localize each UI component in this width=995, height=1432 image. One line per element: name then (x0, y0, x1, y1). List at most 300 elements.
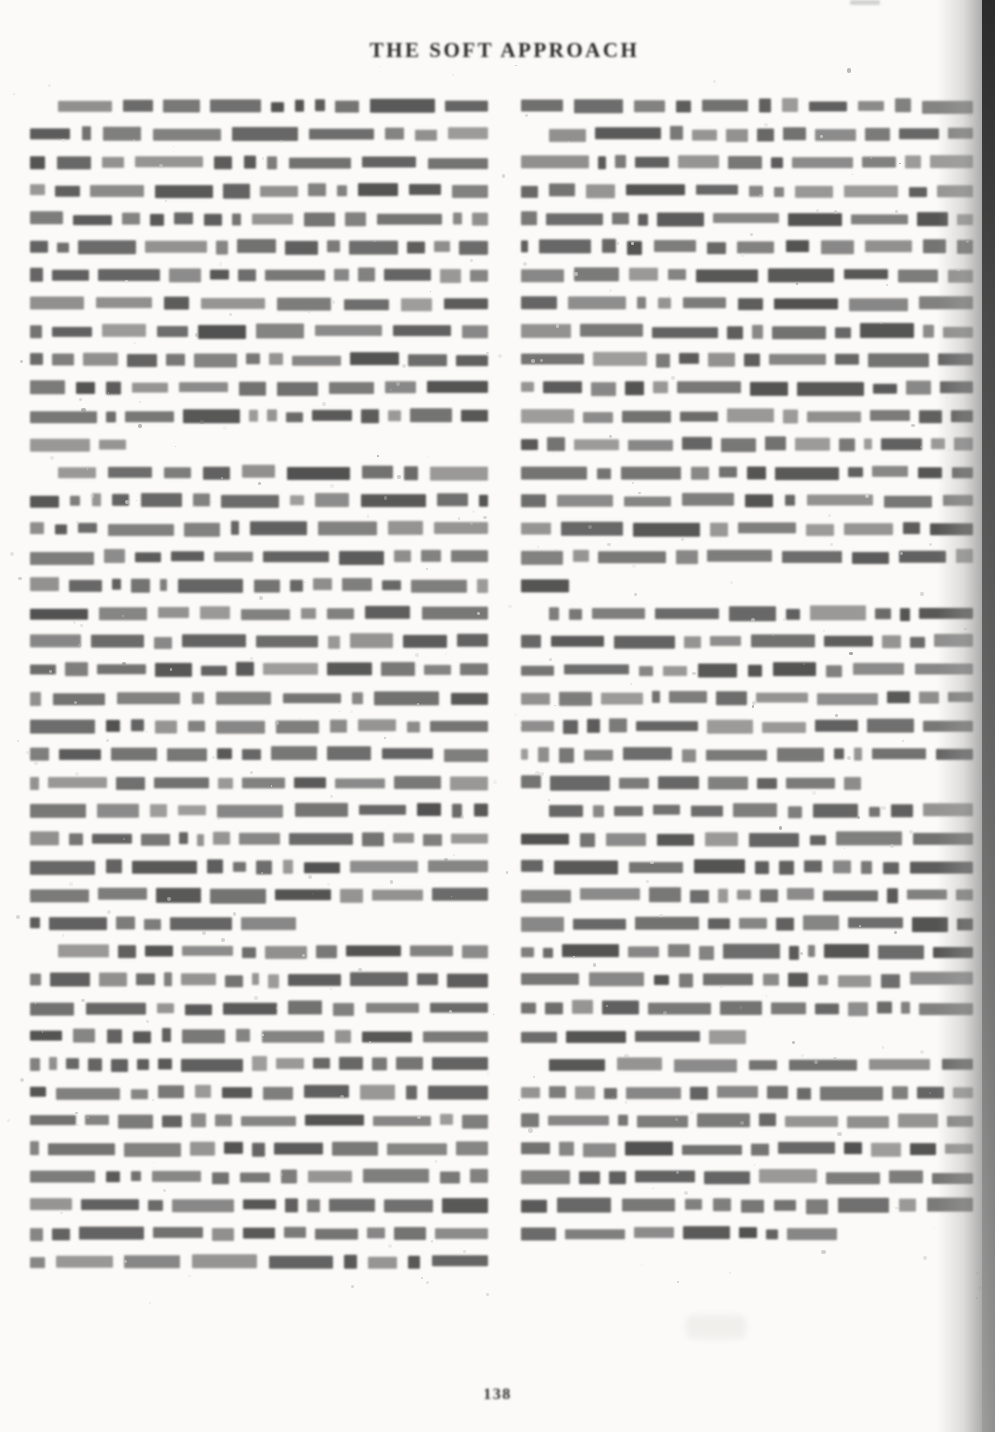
word-blob (803, 916, 839, 930)
noise-speck (486, 352, 488, 354)
word-blob (56, 1256, 112, 1268)
word-blob (637, 1116, 688, 1128)
word-blob (680, 411, 718, 422)
word-blob (373, 1116, 430, 1126)
noise-speck (929, 1092, 931, 1094)
text-line (521, 994, 973, 1022)
word-blob (212, 1173, 229, 1185)
word-blob (340, 889, 363, 903)
word-blob (442, 1198, 488, 1213)
word-blob (583, 412, 613, 423)
word-blob (99, 440, 125, 450)
word-blob (133, 1031, 151, 1043)
word-blob (451, 833, 487, 843)
noise-speck (26, 751, 29, 754)
word-blob (271, 746, 318, 760)
word-blob (363, 1169, 429, 1183)
text-line (30, 1135, 488, 1163)
noise-speck (302, 954, 304, 956)
text-line (30, 515, 488, 543)
word-blob (782, 98, 798, 111)
word-blob (788, 973, 808, 987)
word-blob (403, 635, 447, 648)
noise-speck (792, 1041, 795, 1044)
word-blob (751, 1144, 769, 1155)
word-blob (586, 184, 615, 198)
word-blob (166, 353, 185, 365)
word-blob (679, 353, 700, 364)
word-blob (546, 213, 603, 226)
word-blob (521, 240, 528, 253)
word-blob (358, 183, 399, 196)
word-blob (415, 130, 436, 141)
word-blob (440, 269, 461, 283)
noise-speck (330, 484, 333, 487)
text-line (521, 740, 973, 768)
word-blob (692, 129, 717, 140)
word-blob (304, 862, 340, 873)
noise-speck (77, 1124, 79, 1126)
noise-speck (882, 1046, 885, 1049)
word-blob (30, 1002, 74, 1015)
word-blob (432, 888, 488, 901)
noise-speck (759, 194, 762, 197)
word-blob (242, 778, 286, 789)
word-blob (658, 298, 671, 308)
word-blob (277, 297, 331, 311)
word-blob (456, 355, 488, 366)
word-blob (216, 241, 228, 254)
word-blob (117, 692, 180, 704)
word-blob (682, 749, 695, 762)
word-blob (30, 522, 44, 534)
word-blob (901, 1002, 909, 1013)
noise-speck (42, 1031, 43, 1032)
word-blob (521, 551, 563, 564)
word-blob (102, 324, 146, 338)
word-blob (135, 552, 162, 563)
word-blob (445, 100, 488, 111)
word-blob (521, 775, 541, 788)
noise-speck (681, 538, 684, 541)
word-blob (207, 860, 222, 874)
word-blob (882, 635, 900, 648)
word-blob (575, 1087, 594, 1099)
word-blob (557, 494, 612, 506)
word-blob (652, 691, 660, 703)
noise-speck (217, 817, 220, 820)
text-line (521, 543, 973, 571)
word-blob (428, 158, 488, 170)
word-blob (96, 297, 151, 309)
word-blob (337, 185, 347, 196)
word-blob (748, 665, 762, 677)
word-blob (824, 944, 869, 958)
word-blob (171, 551, 204, 561)
noise-speck (29, 928, 30, 929)
word-blob (604, 1088, 618, 1099)
word-blob (91, 635, 144, 648)
word-blob (776, 918, 795, 931)
word-blob (290, 495, 303, 505)
word-blob (30, 411, 97, 424)
word-blob (854, 748, 862, 761)
noise-speck (280, 1173, 283, 1176)
word-blob (203, 466, 230, 480)
noise-speck (195, 333, 199, 337)
word-blob (417, 973, 439, 985)
word-blob (751, 635, 815, 648)
word-blob (30, 212, 63, 225)
word-blob (549, 608, 559, 620)
noise-speck (713, 80, 716, 83)
text-line (521, 909, 973, 937)
word-blob (771, 1002, 806, 1015)
word-blob (470, 270, 488, 283)
noise-speck (90, 494, 94, 498)
word-blob (785, 1116, 838, 1127)
word-blob (782, 551, 842, 563)
noise-speck (292, 800, 294, 802)
word-blob (909, 187, 927, 197)
text-line (30, 628, 488, 656)
word-blob (30, 495, 59, 507)
word-blob (618, 1115, 628, 1126)
word-blob (232, 127, 297, 141)
word-blob (73, 215, 112, 225)
word-blob (381, 662, 416, 676)
word-blob (30, 552, 94, 565)
text-column-left (30, 92, 488, 1276)
text-line (521, 656, 973, 684)
word-blob (288, 1001, 322, 1015)
noise-speck (663, 1011, 667, 1015)
word-blob (283, 693, 340, 704)
noise-speck (10, 552, 14, 556)
word-blob (670, 126, 683, 140)
word-blob (90, 185, 144, 197)
word-blob (287, 467, 351, 480)
word-blob (826, 1172, 880, 1185)
word-blob (241, 917, 296, 930)
word-blob (795, 437, 829, 451)
text-line (521, 966, 973, 994)
text-line (521, 1135, 973, 1163)
noise-speck (573, 956, 574, 957)
word-blob (521, 186, 538, 198)
word-blob (538, 747, 549, 761)
noise-speck (13, 93, 15, 95)
word-blob (723, 944, 781, 959)
word-blob (394, 550, 411, 562)
word-blob (593, 805, 603, 817)
word-blob (683, 1226, 730, 1239)
noise-speck (76, 521, 78, 523)
word-blob (564, 664, 629, 674)
word-blob (858, 101, 884, 112)
noise-speck (528, 1128, 532, 1132)
word-blob (217, 748, 232, 760)
word-blob (543, 381, 582, 393)
word-blob (474, 804, 488, 817)
word-blob (106, 1171, 120, 1182)
word-blob (30, 747, 49, 761)
noise-speck (221, 938, 225, 942)
word-blob (565, 1229, 625, 1239)
word-blob (285, 241, 318, 256)
word-blob (79, 1227, 145, 1240)
word-blob (30, 128, 70, 139)
word-blob (453, 212, 462, 224)
word-blob (738, 299, 763, 311)
word-blob (676, 100, 692, 113)
word-blob (452, 185, 488, 198)
word-blob (263, 663, 318, 675)
word-blob (377, 214, 442, 225)
word-blob (111, 748, 156, 761)
word-blob (654, 975, 669, 985)
word-blob (30, 1115, 76, 1126)
text-line (521, 120, 973, 148)
word-blob (30, 156, 45, 169)
word-blob (97, 804, 139, 818)
word-blob (295, 803, 348, 817)
word-blob (316, 945, 337, 958)
word-blob (906, 380, 931, 394)
noise-speck (821, 1250, 825, 1254)
word-blob (521, 1032, 557, 1043)
word-blob (132, 382, 168, 393)
word-blob (88, 1058, 102, 1071)
text-line (30, 938, 488, 966)
word-blob (365, 606, 410, 620)
noise-speck (741, 253, 745, 257)
word-blob (327, 240, 339, 253)
word-blob (905, 156, 921, 169)
text-line (521, 148, 973, 176)
noise-speck (62, 934, 65, 937)
word-blob (601, 693, 644, 705)
word-blob (332, 1142, 378, 1155)
word-blob (554, 861, 619, 875)
word-blob (749, 1061, 777, 1071)
word-blob (78, 522, 97, 533)
word-blob (844, 269, 888, 279)
word-blob (451, 692, 488, 705)
noise-speck (772, 634, 774, 636)
word-blob (428, 1085, 488, 1099)
word-blob (775, 467, 838, 480)
word-blob (289, 158, 351, 169)
word-blob (260, 186, 298, 197)
word-blob (30, 381, 65, 394)
noise-speck (415, 665, 417, 667)
word-blob (181, 1059, 243, 1072)
word-blob (684, 636, 701, 648)
word-blob (634, 1227, 674, 1238)
scan-artifact-top-edge (850, 0, 880, 5)
word-blob (30, 917, 40, 929)
word-blob (609, 1171, 626, 1184)
word-blob (393, 325, 452, 336)
noise-speck (153, 1162, 154, 1163)
word-blob (236, 1029, 250, 1042)
noise-speck (766, 995, 767, 996)
word-blob (407, 721, 420, 732)
word-blob (30, 577, 59, 591)
word-blob (786, 609, 800, 620)
word-blob (804, 861, 822, 873)
word-blob (424, 664, 451, 675)
word-blob (185, 1004, 211, 1015)
word-blob (361, 494, 426, 507)
word-blob (30, 439, 90, 452)
word-blob (709, 1030, 746, 1044)
word-blob (329, 1198, 374, 1212)
word-blob (30, 889, 89, 903)
word-blob (367, 1227, 386, 1239)
word-blob (198, 325, 246, 339)
word-blob (456, 1142, 488, 1156)
word-blob (164, 972, 172, 987)
word-blob (394, 1227, 426, 1240)
word-blob (112, 579, 121, 590)
word-blob (663, 666, 687, 676)
noise-speck (659, 914, 663, 918)
word-blob (221, 495, 279, 508)
noise-speck (250, 657, 253, 660)
word-blob (899, 1198, 917, 1212)
noise-speck (122, 662, 126, 666)
word-blob (182, 1030, 225, 1044)
word-blob (923, 325, 933, 338)
word-blob (579, 1171, 600, 1184)
word-blob (869, 806, 881, 816)
noise-speck (139, 401, 141, 403)
word-blob (78, 240, 136, 254)
noise-speck (163, 1189, 166, 1192)
word-blob (210, 889, 266, 904)
word-blob (434, 522, 488, 534)
word-blob (289, 833, 353, 844)
word-blob (131, 1089, 147, 1099)
word-blob (290, 580, 303, 592)
noise-speck (535, 771, 539, 775)
word-blob (328, 636, 340, 649)
word-blob (851, 214, 908, 224)
word-blob (239, 382, 266, 395)
noise-speck (895, 1207, 897, 1209)
word-blob (30, 325, 42, 339)
word-blob (637, 297, 646, 309)
word-blob (865, 240, 912, 253)
word-blob (797, 382, 865, 396)
word-blob (284, 1227, 306, 1239)
word-blob (450, 776, 488, 790)
word-blob (774, 1200, 796, 1210)
word-blob (696, 184, 738, 194)
word-blob (428, 861, 488, 873)
word-blob (462, 325, 488, 338)
word-blob (327, 609, 354, 620)
noise-speck (533, 1076, 534, 1077)
word-blob (315, 1229, 358, 1240)
word-blob (690, 890, 708, 903)
word-blob (815, 1003, 838, 1014)
word-blob (873, 384, 897, 394)
word-blob (384, 1199, 433, 1213)
word-blob (869, 1059, 930, 1070)
word-blob (872, 748, 926, 760)
word-blob (521, 890, 571, 903)
noise-speck (377, 455, 379, 457)
word-blob (808, 945, 815, 957)
text-line (30, 684, 488, 712)
noise-speck (625, 1101, 627, 1103)
word-blob (521, 834, 569, 845)
noise-speck (552, 452, 553, 453)
word-blob (254, 580, 280, 593)
word-blob (844, 1142, 862, 1154)
text-line (30, 1163, 488, 1191)
word-blob (327, 747, 371, 761)
word-blob (639, 666, 653, 676)
word-blob (315, 493, 350, 507)
word-blob (788, 213, 842, 226)
word-blob (756, 692, 807, 702)
word-blob (382, 580, 401, 590)
word-blob (477, 579, 488, 593)
noise-speck (537, 546, 538, 547)
word-blob (451, 550, 488, 563)
word-blob (49, 1057, 57, 1069)
text-line (521, 1107, 973, 1135)
word-blob (407, 242, 426, 253)
word-blob (292, 355, 341, 365)
word-blob (903, 522, 920, 533)
word-blob (447, 973, 487, 987)
word-blob (702, 100, 748, 111)
word-blob (216, 691, 272, 704)
word-blob (154, 778, 210, 789)
scan-artifact-smudge (686, 1315, 746, 1339)
word-blob (612, 213, 630, 224)
noise-speck (900, 552, 903, 555)
word-blob (104, 549, 126, 562)
text-line (521, 825, 973, 853)
word-blob (215, 1115, 232, 1126)
word-blob (214, 157, 232, 170)
word-blob (810, 606, 866, 620)
text-line (30, 374, 488, 402)
noise-speck (298, 718, 300, 720)
word-blob (787, 888, 813, 900)
word-blob (708, 776, 748, 790)
word-blob (682, 493, 734, 506)
noise-speck (261, 872, 262, 873)
word-blob (387, 1143, 447, 1155)
word-blob (864, 438, 872, 449)
word-blob (598, 552, 666, 563)
word-blob (252, 973, 259, 986)
text-line (30, 233, 488, 261)
text-line (521, 1191, 973, 1219)
text-line (521, 853, 973, 881)
word-blob (653, 381, 668, 393)
word-blob (769, 354, 827, 365)
word-blob (382, 748, 434, 759)
word-blob (521, 99, 563, 112)
